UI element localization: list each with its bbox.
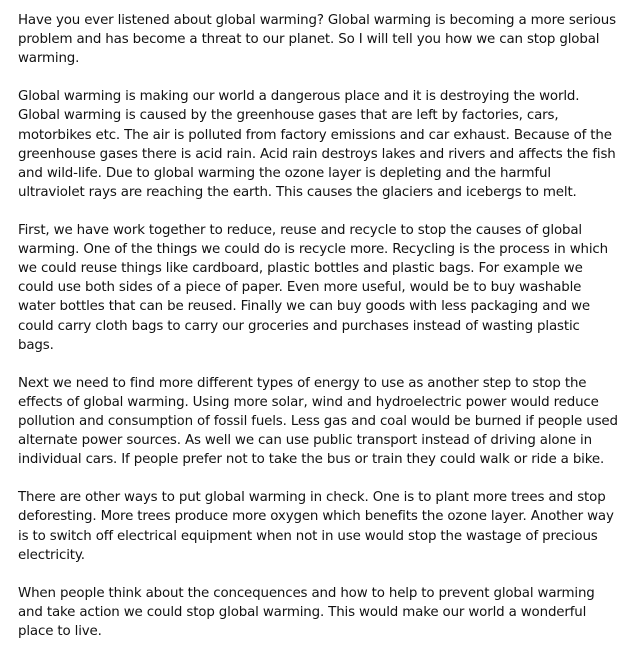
- paragraph-causes: Global warming is making our world a dangerous place and it is destroying the world. Global warming is caused by the greenhouse gases that are left by factories, cars, motorbikes etc. The air is polluted from factory emissions and car exhaust. Because of the greenhouse gases there is acid rain. Acid rain destroys lakes and rivers and affects the fish and wild-life. Due to global warming the ozone layer is depleting and the harmful ultraviolet rays are reaching the earth. This causes the glaciers and icebergs to melt.: [18, 89, 616, 200]
- essay-body: [18, 11, 618, 660]
- paragraph-other-ways: There are other ways to put global warming in check. One is to plant more trees and stop deforesting. More trees produce more oxygen which benefits the ozone layer. Another way is to switch off electrical equipment when not in use would stop the wastage of precious electricity.: [18, 490, 614, 563]
- paragraph-energy: Next we need to find more different types of energy to use as another step to stop the effects of global warming. Using more solar, wind and hydroelectric power would reduce pollution and consumption of fossil fuels. Less gas and coal would be burned if people used alternate power sources. As well we can use public transport instead of driving alone in individual cars. If people prefer not to take the bus or train they could walk or ride a bike.: [18, 375, 618, 468]
- paragraph-conclusion: When people think about the concequences and how to help to prevent global warming and take action we could stop global warming. This would make our world a wonderful place to live.: [18, 585, 595, 639]
- paragraph-intro: Have you ever listened about global warming? Global warming is becoming a more serious problem and has become a threat to our planet. So I will tell you how we can stop global warming.: [18, 13, 616, 67]
- paragraph-recycling: First, we have work together to reduce, reuse and recycle to stop the causes of global warming. One of the things we could do is recycle more. Recycling is the process in which we could reuse things like cardboard, plastic bottles and plastic bags. For example we could use both sides of a piece of paper. Even more useful, would be to buy washable water bottles that can be reused. Finally we can buy goods with less packaging and we could carry cloth bags to carry our groceries and purchases instead of wasting plastic bags.: [18, 223, 608, 353]
